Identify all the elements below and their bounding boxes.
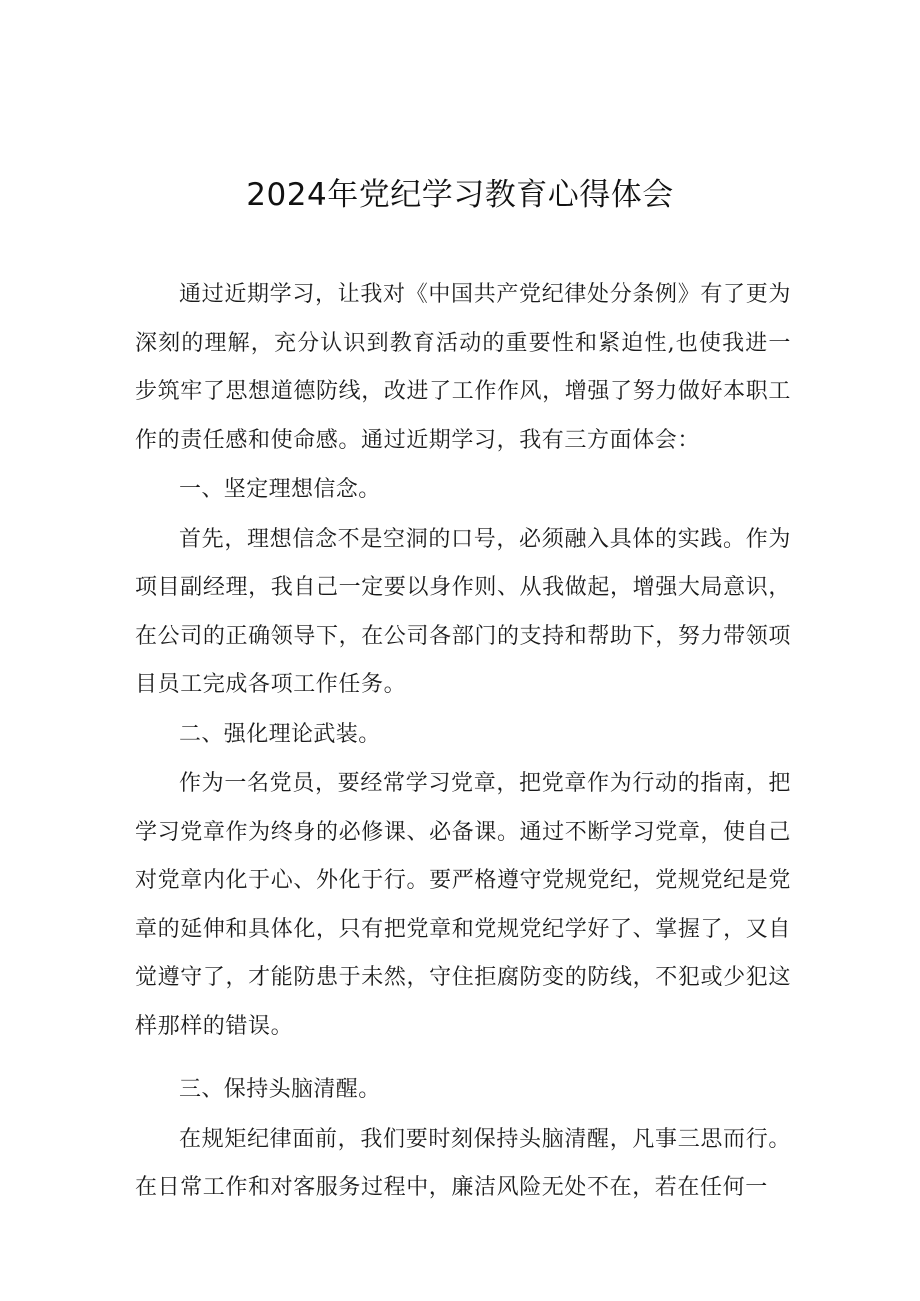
section-1-paragraph: 首先，理想信念不是空洞的口号，必须融入具体的实践。作为项目副经理，我自己一定要以身作则、从我做起，增强大局意识，在公司的正确领导下，在公司各部门的支持和帮助下，努力带领项目员工完成各项工作任务。	[135, 526, 791, 697]
section-heading-2: 二、强化理论武装。	[179, 721, 381, 747]
section-3-paragraph: 在规矩纪律面前，我们要时刻保持头脑清醒，凡事三思而行。在日常工作和对客服务过程中，廉洁风险无处不在，若在任何一	[135, 1126, 791, 1200]
document-body	[135, 271, 791, 1213]
paragraph-spacer	[135, 1051, 791, 1065]
intro-paragraph: 通过近期学习，让我对《中国共产党纪律处分条例》有了更为深刻的理解，充分认识到教育活动的重要性和紧迫性,也使我进一步筑牢了思想道德防线，改进了工作作风，增强了努力做好本职工作的责任感和使命感。通过近期学习，我有三方面体会：	[135, 282, 791, 453]
section-heading-1: 一、坚定理想信念。	[179, 477, 381, 502]
section-2-paragraph: 作为一名党员，要经常学习党章，把党章作为行动的指南，把学习党章作为终身的必修课、必备课。通过不断学习党章，使自己对党章内化于心、外化于行。要严格遵守党规党纪，党规党纪是党章的延伸和具体化，只有把党章和党规党纪学好了、掌握了，又自觉遵守了，才能防患于未然，守住拒腐防变的防线，不犯或少犯这样那样的错误。	[135, 771, 791, 1039]
document-title: 2024年党纪学习教育心得体会	[246, 177, 674, 213]
section-heading-3: 三、保持头脑清醒。	[179, 1077, 381, 1102]
